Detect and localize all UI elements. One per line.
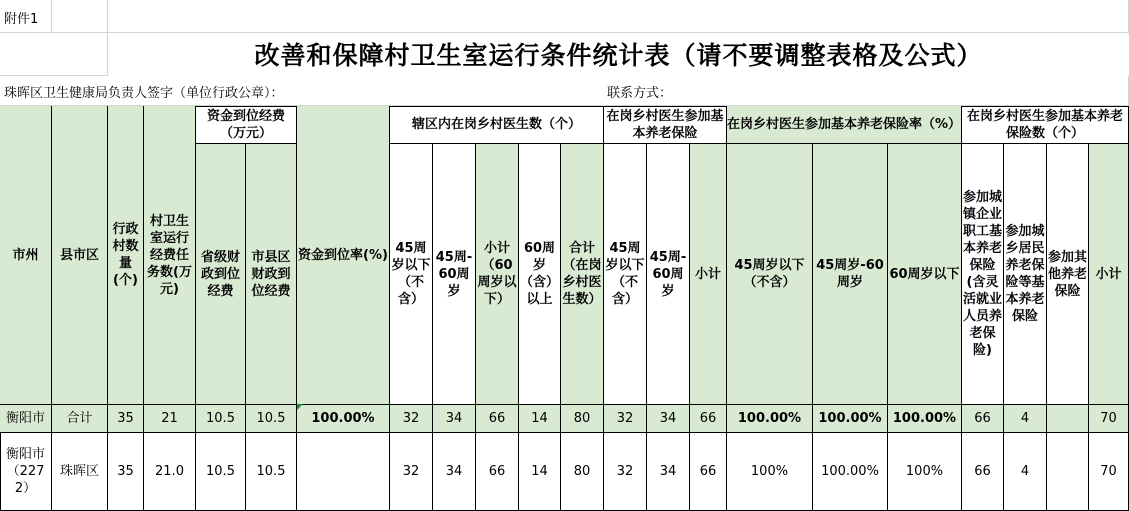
table-cell-insurance-45-60[interactable]: 34 [647, 433, 690, 511]
header-doctors-45-60: 45周-60周岁 [433, 144, 476, 405]
signature-label: 珠晖区卫生健康局负责人签字（单位行政公章）： [4, 86, 284, 101]
header-doctors-total: 合计（在岗乡村医生数） [561, 144, 604, 405]
table-cell-city-county[interactable]: 10.5 [246, 405, 297, 433]
header-count-group: 在岗乡村医生参加基本养老保险数（个） [962, 106, 1129, 144]
header-rate-over60: 60周岁以下 [888, 144, 962, 405]
header-city-county: 市县区财政到位经费 [246, 144, 297, 405]
table-cell-provincial[interactable]: 10.5 [196, 433, 246, 511]
grid-cell [52, 0, 108, 33]
table-cell-doctors-45-60[interactable]: 34 [433, 405, 476, 433]
table-cell-admin-villages[interactable]: 35 [108, 405, 144, 433]
contact-label: 联系方式： [607, 86, 673, 101]
header-funds-group: 资金到位经费（万元） [196, 106, 297, 144]
table-cell-rate-under45[interactable]: 100% [727, 433, 813, 511]
header-insurance-45-60: 45周-60周岁 [647, 144, 690, 405]
table-cell-task-funds[interactable]: 21 [144, 405, 196, 433]
table-cell-count-urban[interactable]: 66 [962, 405, 1004, 433]
header-rate-45-60: 45周岁-60周岁 [813, 144, 888, 405]
page-title: 改善和保障村卫生室运行条件统计表（请不要调整表格及公式） [254, 41, 983, 70]
table-cell-rate-under45[interactable]: 100.00% [727, 405, 813, 433]
header-rate-under45: 45周岁以下（不含） [727, 144, 813, 405]
table-cell-count-other[interactable] [1047, 433, 1089, 511]
table-cell-fund-rate[interactable]: 100.00% [297, 405, 390, 433]
header-admin-villages: 行政村数量(个) [108, 106, 144, 405]
header-count-urban: 参加城镇企业职工基本养老保险(含灵活就业人员养老保险) [962, 144, 1004, 405]
table-cell-city-county[interactable]: 10.5 [246, 433, 297, 511]
table-cell-doctors-under45[interactable]: 32 [390, 405, 433, 433]
cell-comment-marker [297, 404, 303, 410]
table-cell-count-rural[interactable]: 4 [1004, 433, 1047, 511]
table-cell-county[interactable]: 珠晖区 [52, 433, 108, 511]
header-count-other: 参加其他养老保险 [1047, 144, 1089, 405]
table-cell-insurance-subtotal[interactable]: 66 [690, 405, 727, 433]
table-cell-insurance-45-60[interactable]: 34 [647, 405, 690, 433]
header-doctors-over60: 60周岁（含）以上 [519, 144, 561, 405]
table-cell-insurance-under45[interactable]: 32 [604, 433, 647, 511]
table-cell-county[interactable]: 合计 [52, 405, 108, 433]
grid-cell [108, 0, 1129, 33]
table-cell-city[interactable]: 衡阳市（2272） [0, 433, 52, 511]
table-cell-insurance-under45[interactable]: 32 [604, 405, 647, 433]
table-cell-doctors-subtotal[interactable]: 66 [476, 405, 519, 433]
table-cell-doctors-subtotal[interactable]: 66 [476, 433, 519, 511]
table-cell-count-subtotal[interactable]: 70 [1089, 433, 1129, 511]
header-doctors-group: 辖区内在岗乡村医生数（个） [390, 106, 604, 144]
table-cell-doctors-under45[interactable]: 32 [390, 433, 433, 511]
table-cell-doctors-over60[interactable]: 14 [519, 405, 561, 433]
grid-cell [0, 33, 108, 76]
header-task-funds: 村卫生室运行经费任务数(万元) [144, 106, 196, 405]
header-county: 县市区 [52, 106, 108, 405]
table-cell-doctors-total[interactable]: 80 [561, 405, 604, 433]
table-cell-rate-over60[interactable]: 100% [888, 433, 962, 511]
table-cell-count-other[interactable] [1047, 405, 1089, 433]
table-cell-provincial[interactable]: 10.5 [196, 405, 246, 433]
header-doctors-subtotal: 小计（60周岁以下） [476, 144, 519, 405]
table-cell-insurance-subtotal[interactable]: 66 [690, 433, 727, 511]
table-cell-rate-over60[interactable]: 100.00% [888, 405, 962, 433]
table-cell-task-funds[interactable]: 21.0 [144, 433, 196, 511]
table-cell-fund-rate[interactable] [297, 433, 390, 511]
table-cell-city[interactable]: 衡阳市 [0, 405, 52, 433]
table-cell-admin-villages[interactable]: 35 [108, 433, 144, 511]
header-rate-group: 在岗乡村医生参加基本养老保险率（%） [727, 106, 962, 144]
header-provincial: 省级财政到位经费 [196, 144, 246, 405]
header-insurance-subtotal: 小计 [690, 144, 727, 405]
header-fund-rate: 资金到位率(%) [297, 106, 390, 405]
attachment-label: 附件1 [4, 12, 39, 27]
table-cell-rate-45-60[interactable]: 100.00% [813, 433, 888, 511]
header-insurance-group: 在岗乡村医生参加基本养老保险 [604, 106, 727, 144]
header-doctors-under45: 45周岁以下（不含） [390, 144, 433, 405]
table-cell-rate-45-60[interactable]: 100.00% [813, 405, 888, 433]
table-cell-doctors-total[interactable]: 80 [561, 433, 604, 511]
table-cell-count-subtotal[interactable]: 70 [1089, 405, 1129, 433]
header-city: 市州 [0, 106, 52, 405]
table-cell-count-urban[interactable]: 66 [962, 433, 1004, 511]
table-cell-count-rural[interactable]: 4 [1004, 405, 1047, 433]
header-count-rural: 参加城乡居民养老保险等基本养老保险 [1004, 144, 1047, 405]
header-count-subtotal: 小计 [1089, 144, 1129, 405]
header-insurance-under45: 45周岁以下（不含） [604, 144, 647, 405]
table-cell-doctors-45-60[interactable]: 34 [433, 433, 476, 511]
table-cell-doctors-over60[interactable]: 14 [519, 433, 561, 511]
